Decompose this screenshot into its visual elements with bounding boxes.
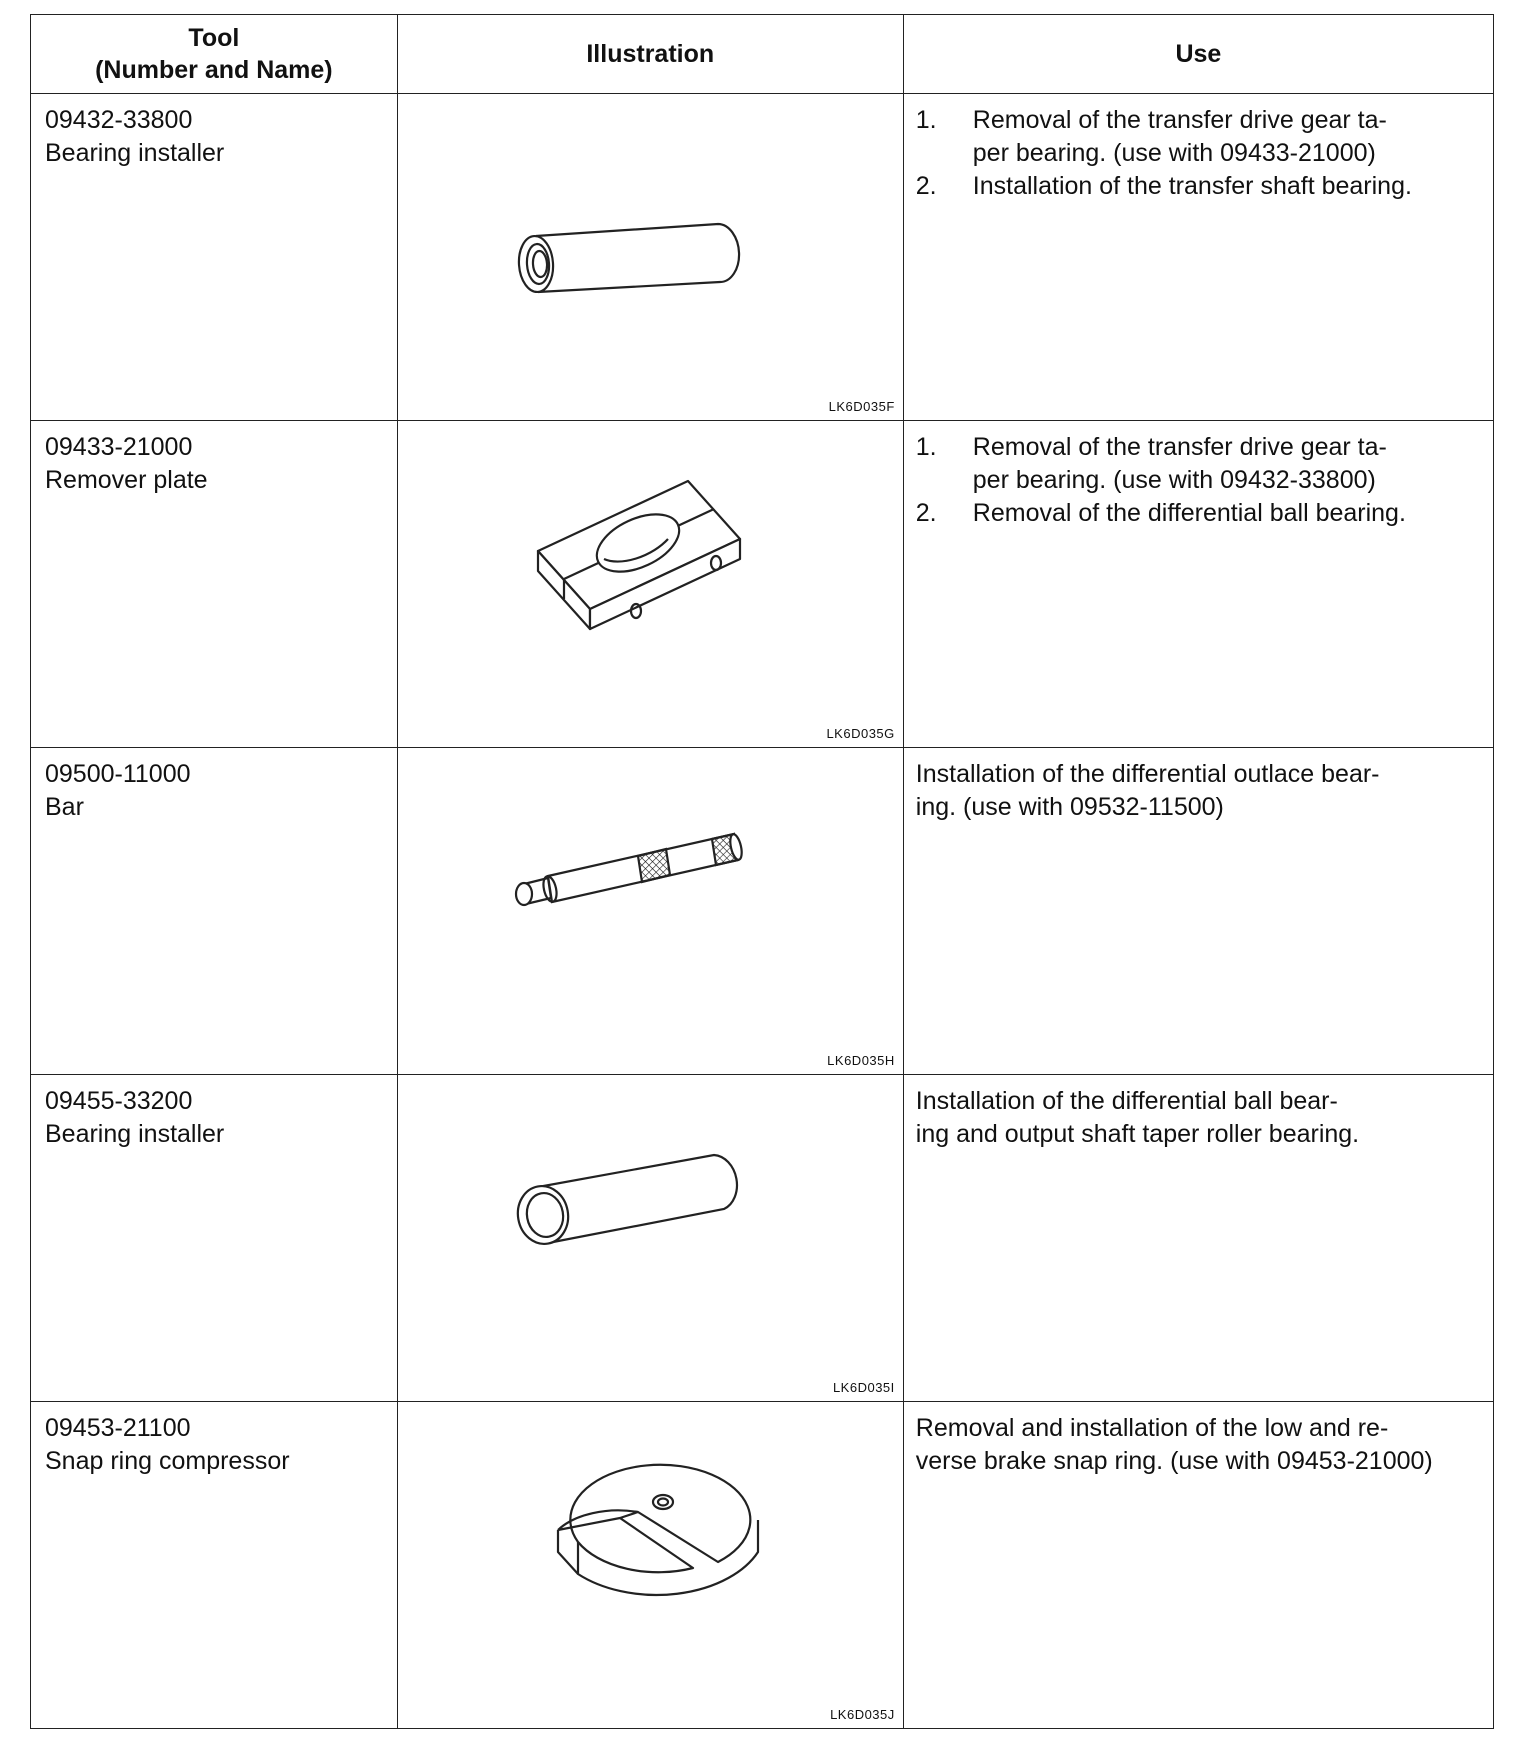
knurled-bar-icon <box>398 748 903 1064</box>
tool-cell <box>31 1402 398 1729</box>
illustration-cell <box>397 748 903 1075</box>
figure-code: LK6D035J <box>830 1707 895 1722</box>
tool-cell <box>31 421 398 748</box>
tool-name: Bearing installer <box>45 1120 225 1148</box>
cylinder-sleeve-icon <box>398 94 903 410</box>
special-tools-table <box>30 14 1494 1729</box>
illustration-cell <box>397 1075 903 1402</box>
tool-cell <box>31 94 398 421</box>
figure-code: LK6D035F <box>828 399 895 414</box>
use-text: Installation of the differential ball bear- ing and output shaft taper roller bearing. <box>915 1087 1360 1148</box>
header-tool <box>31 15 398 94</box>
tool-cell <box>31 748 398 1075</box>
tool-name: Bar <box>45 793 84 821</box>
illustration-cell <box>397 421 903 748</box>
figure-code: LK6D035G <box>826 726 895 741</box>
illustration-cell <box>397 1402 903 1729</box>
table-row <box>31 421 1494 748</box>
use-item-text: Removal of the transfer drive gear ta- per bearing. (use with 09433-21000) <box>972 106 1387 167</box>
tool-cell <box>31 1075 398 1402</box>
use-cell <box>903 1402 1493 1729</box>
header-use: Use <box>903 15 1493 94</box>
tool-number: 09453-21100 <box>45 1414 191 1442</box>
header-row <box>31 15 1494 94</box>
use-item-text: Removal of the transfer drive gear ta- per bearing. (use with 09432-33800) <box>972 433 1387 494</box>
header-tool-line1: Tool <box>188 24 240 52</box>
table-row <box>31 1402 1494 1729</box>
table-row <box>31 1075 1494 1402</box>
tool-number: 09500-11000 <box>45 760 191 788</box>
tool-name: Remover plate <box>45 466 208 494</box>
figure-code: LK6D035I <box>832 1380 895 1395</box>
tool-name: Bearing installer <box>45 139 225 167</box>
use-item-number: 2. <box>915 172 937 200</box>
use-cell <box>903 748 1493 1075</box>
use-item-number: 1. <box>915 106 937 134</box>
split-plate-icon <box>398 421 903 737</box>
tool-number: 09455-33200 <box>45 1087 193 1115</box>
use-cell <box>903 94 1493 421</box>
use-cell <box>903 421 1493 748</box>
tool-number: 09433-21000 <box>45 433 193 461</box>
use-text: Removal and installation of the low and re- verse brake snap ring. (use with 09453-21000) <box>915 1414 1433 1475</box>
illustration-cell <box>397 94 903 421</box>
use-item-text: Removal of the differential ball bearing. <box>972 499 1406 527</box>
use-cell <box>903 1075 1493 1402</box>
snap-ring-compressor-icon <box>398 1402 903 1718</box>
use-item-number: 1. <box>915 433 937 461</box>
use-list-item <box>916 431 1479 497</box>
use-list-item <box>916 497 1479 530</box>
tool-name: Snap ring compressor <box>45 1447 290 1475</box>
table-row <box>31 748 1494 1075</box>
use-text: Installation of the differential outlace bear- ing. (use with 09532-11500) <box>915 760 1380 821</box>
tool-number: 09432-33800 <box>45 106 193 134</box>
use-list-item <box>916 104 1479 170</box>
header-tool-line2: (Number and Name) <box>95 56 333 84</box>
use-item-number: 2. <box>915 499 937 527</box>
figure-code: LK6D035H <box>827 1053 895 1068</box>
use-list-item <box>916 170 1479 203</box>
header-illustration: Illustration <box>397 15 903 94</box>
tube-installer-icon <box>398 1075 903 1391</box>
use-item-text: Installation of the transfer shaft bearing. <box>972 172 1412 200</box>
table-row <box>31 94 1494 421</box>
